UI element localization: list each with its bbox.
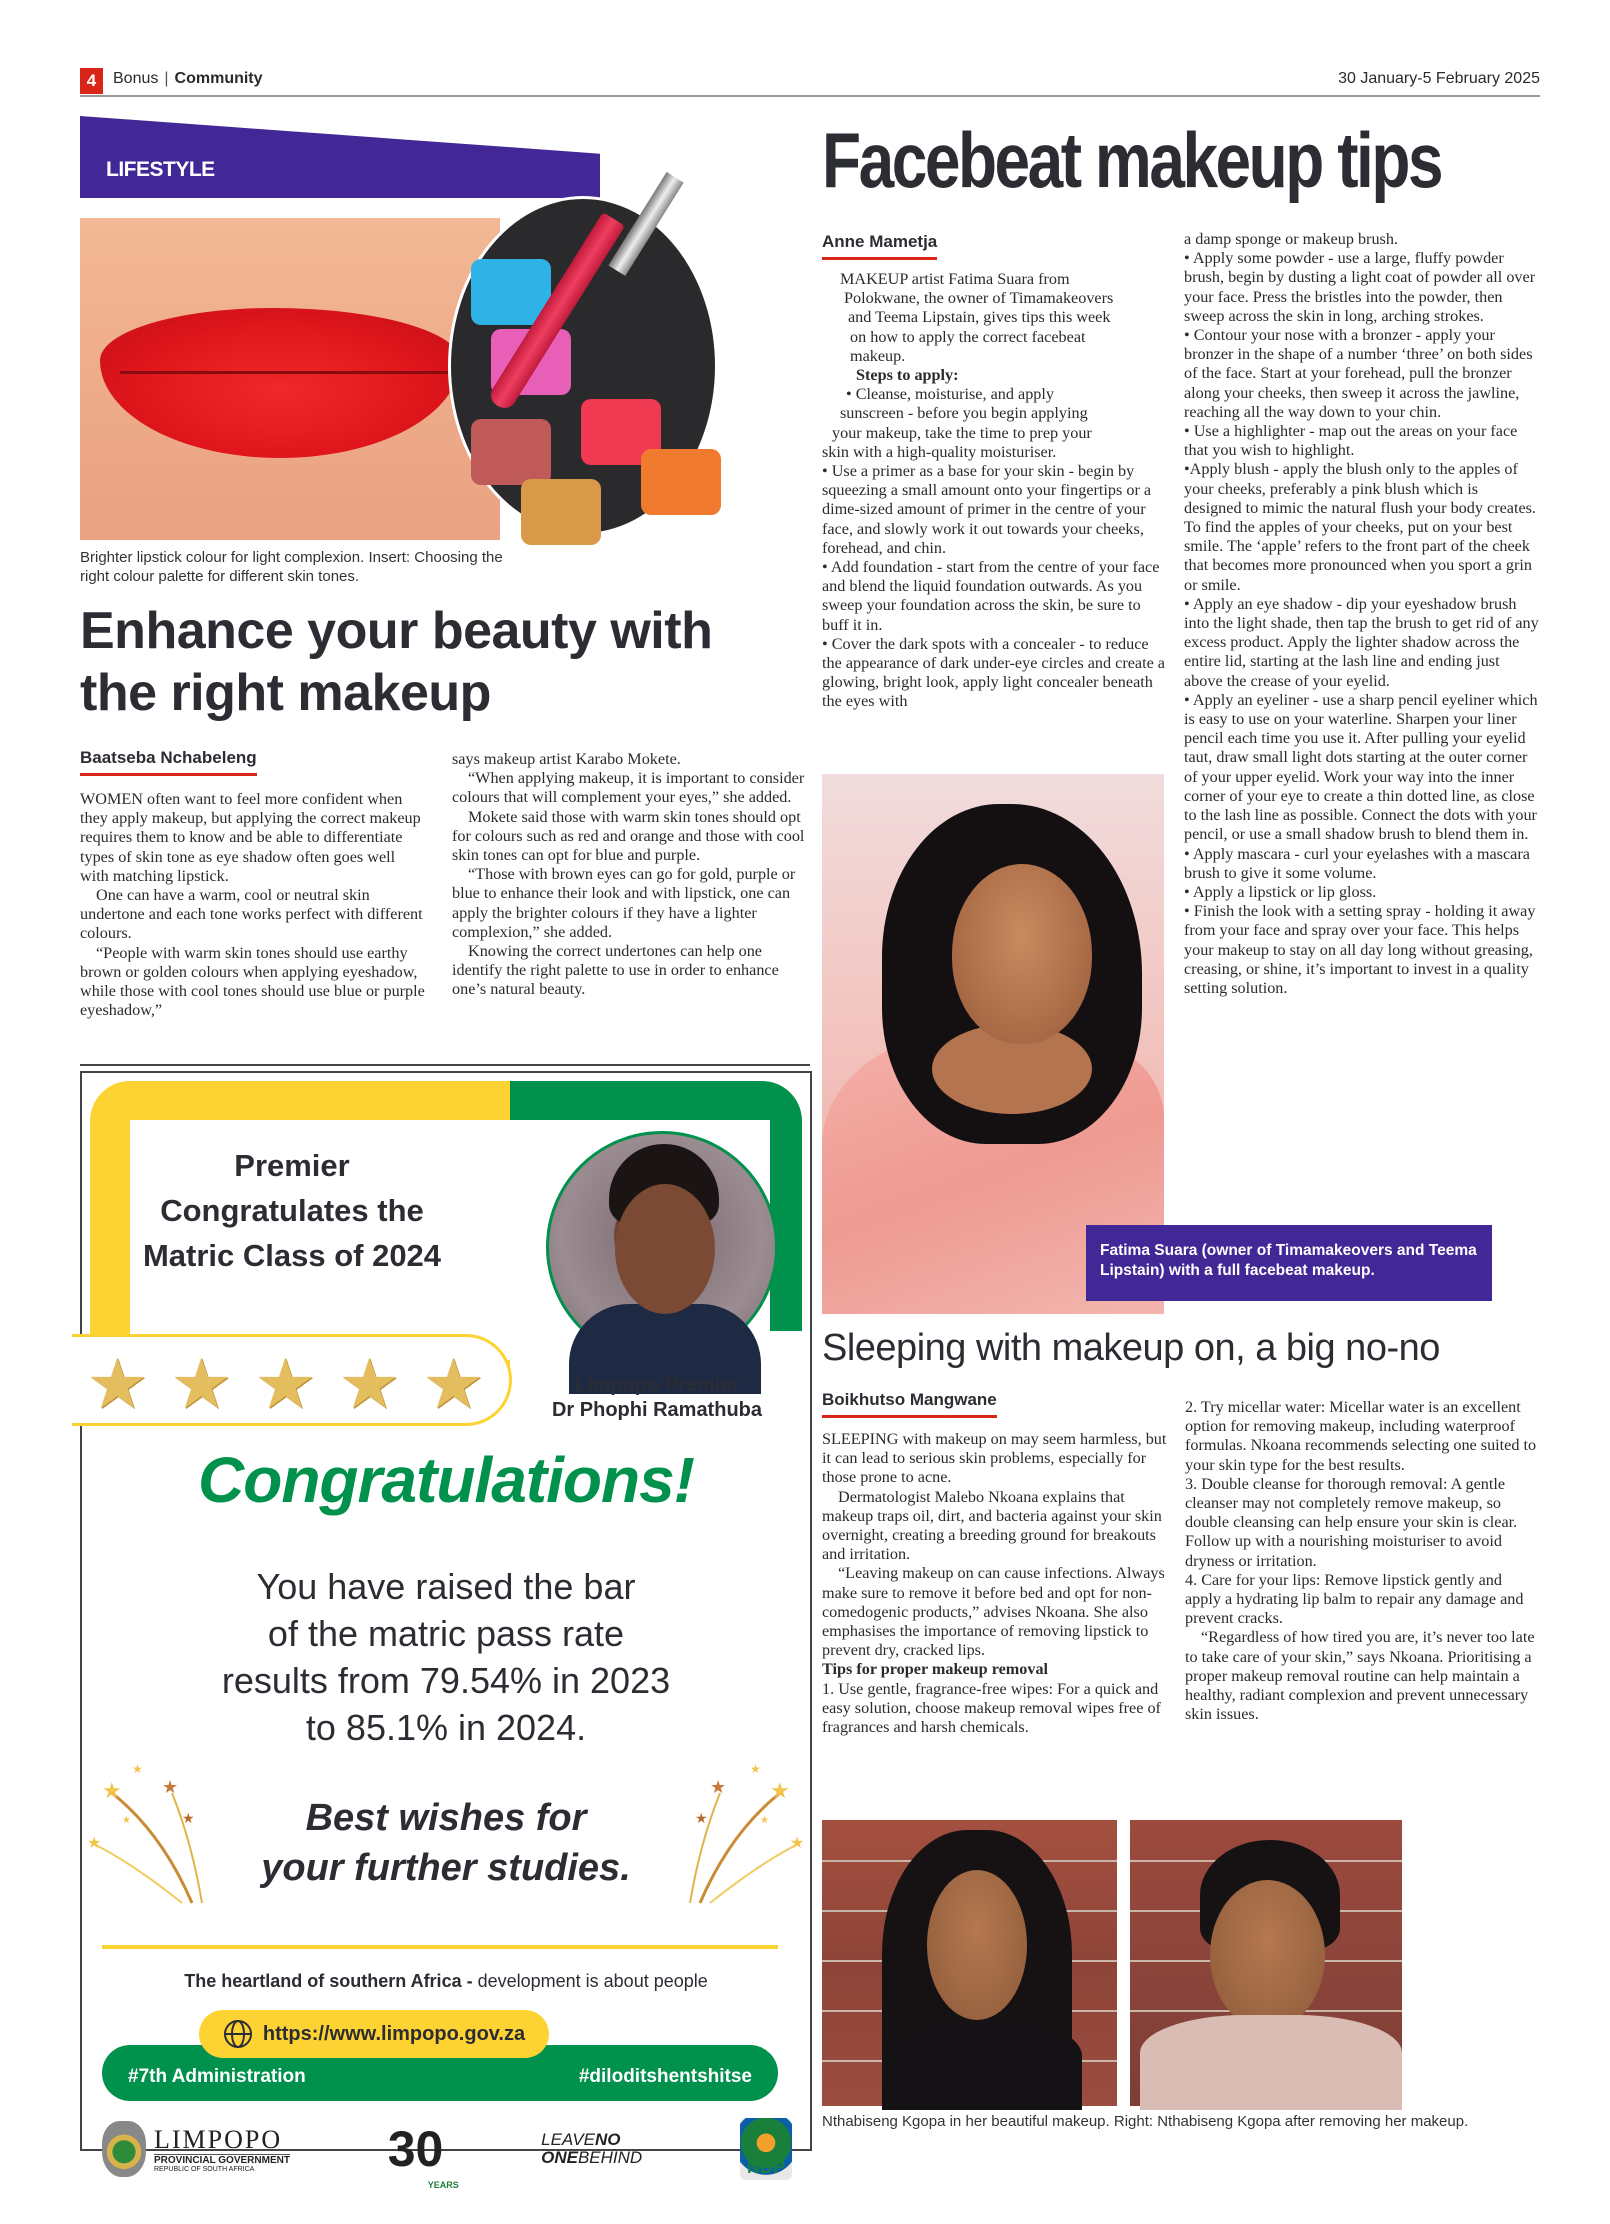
intro-line: and Teema Lipstain, gives tips this week [848,308,1111,327]
paragraph: Mokete said those with warm skin tones should opt for colours such as red and orange and those with cool skin tones can opt for blue and purple. [452,807,805,865]
portrait-face [615,1184,715,1314]
leave-no-one-behind-logo [541,2131,642,2167]
sleeping-headline: Sleeping with makeup on, a big no-no [822,1327,1440,1369]
step-line: your makeup, take the time to prep your [832,423,1092,442]
sleeping-body-col1 [822,1430,1172,1737]
website-link[interactable] [199,2010,549,2058]
red-lips-image [100,308,460,458]
subsection-label: Community [174,70,263,87]
sponsor-logos [102,2113,792,2190]
thirty-years-freedom-logo [387,2121,459,2190]
gold-star-icon: ★ [338,1347,401,1424]
step-paragraph: • Apply mascara - curl your eyelashes with a mascara brush to give it some volume. [1184,844,1530,882]
facebeat-body-col1 [822,270,1167,712]
congratulations-heading: Congratulations! [198,1444,694,1516]
logo-no: NO [595,2130,621,2149]
wishes-line: Best wishes for [305,1797,587,1839]
article-divider [80,1064,810,1066]
steps-heading: Steps to apply: [856,366,959,385]
premier-advert [80,1071,812,2190]
paragraph: Dermatologist Malebo Nkoana explains that makeup traps oil, dirt, and bacteria against your skin overnight, creating a breeding ground for breakouts and irritation. [822,1487,1162,1564]
message-line: results from 79.54% in 2023 [221,1660,671,1701]
logo-ndp-text: NDP [746,2157,785,2177]
facebeat-headline: Facebeat makeup tips [822,116,1442,204]
ad-title: Premier Congratulates the Matric Class of 2024 [142,1148,442,1273]
message-line: to 85.1% in 2024. [305,1707,587,1748]
logo-limpopo-text: LIMPOPO [154,2126,290,2155]
sleeping-byline: Boikhutso Mangwane [822,1390,997,1418]
logo-provincial-text: PROVINCIAL GOVERNMENT [154,2154,290,2166]
svg-text:★: ★ [132,1762,143,1776]
paragraph: “When applying makeup, it is important to consider colours that will complement your eyes,” she added. [452,769,805,807]
section-breadcrumb [113,70,263,88]
wishes-line: your further studies. [261,1847,631,1889]
step-line: sunscreen - before you begin applying [840,404,1088,423]
intro-line: on how to apply the correct facebeat [850,327,1086,346]
step-paragraph: • Use a primer as a base for your skin - begin by squeezing a small amount onto your fingertips or a dime-sized amount of primer in the centre of your face, and slowly work it out towards your cheeks, forehead, and chin. [822,462,1152,557]
step-paragraph: • Cover the dark spots with a concealer - to reduce the appearance of dark under-eye circles and create a glowing, bright look, apply light concealer beneath the eyes with [822,634,1165,711]
svg-text:★: ★ [122,1815,131,1826]
nthabiseng-makeup-photo [822,1820,1117,2106]
tagline-rest: development is about people [472,1971,708,1991]
paragraph: “Those with brown eyes can go for gold, purple or blue to enhance their look and with lipstick, one can apply the brighter colours if they have a lighter complexion,” she added. [452,865,796,941]
svg-text:★: ★ [102,1778,122,1803]
step-line: • Cleanse, moisturise, and apply [846,385,1054,404]
logo-years-text: YEARS [427,2180,459,2190]
tip-item: 3. Double cleanse for thorough removal: A gentle cleanser may not completely remove makeup, so double cleansing can help ensure your skin is clear. Follow up with a nourishing moisturiser to avoid dryness or irritation. [1185,1474,1518,1570]
sleeping-body-col2 [1185,1398,1540,1724]
photo-face [1210,1880,1325,2030]
svg-text:★: ★ [710,1777,727,1797]
breadcrumb-separator: | [164,70,169,87]
ndp-2030-logo [740,2118,792,2180]
intro-line: Polokwane, the owner of Timamakeovers [844,289,1114,308]
tip-item: 1. Use gentle, fragrance-free wipes: For a quick and easy solution, choose makeup removal wipes free of fragrances and harsh chemicals. [822,1679,1161,1737]
section-label: Bonus [113,70,159,87]
issue-date: 30 January-5 February 2025 [1338,70,1540,87]
lips-parting [120,371,450,374]
logo-one: ONE [541,2148,578,2167]
gold-star-icon: ★ [86,1347,149,1424]
step-paragraph: a damp sponge or makeup brush. [1184,230,1398,248]
message-line: You have raised the bar [256,1566,636,1607]
logo-behind: BEHIND [577,2148,643,2167]
step-paragraph: • Add foundation - start from the centre of your face and blend the liquid foundation outwards. As you sweep your foundation across the skin, be sure to buff it in. [822,558,1160,634]
lifestyle-banner [80,116,600,198]
facebeat-body-col2 [1184,230,1539,998]
step-paragraph: • Use a highlighter - map out the areas on your face that you wish to highlight. [1184,422,1518,460]
lifestyle-label: LIFESTYLE [106,158,215,181]
step-paragraph: • Apply a lipstick or lip gloss. [1184,882,1377,901]
fatima-photo-caption: Fatima Suara (owner of Timamakeovers and Teema Lipstain) with a full facebeat makeup. [1086,1225,1492,1301]
photo-face [927,1870,1027,2020]
svg-text:★: ★ [162,1777,179,1797]
intro-line: makeup. [850,346,906,365]
header-divider [80,95,1540,97]
step-paragraph: • Apply an eyeliner - use a sharp pencil eyeliner which is easy to use on your waterline. Sharpen your liner pencil each time you use it. After pulling your eyelid taut, draw small light dots starting at the outer corner of your upper eyelid. Work your way into the inner corner of your eye to create a thin dotted line, as close to the lash line as possible. Connect the dots with your pencil, or use a small shadow brush to blend them in. [1184,690,1538,844]
pass-rate-message [82,1563,810,1751]
paragraph: WOMEN often want to feel more confident when they apply makeup, but applying the correct makeup requires them to know and be able to differentiate types of skin tone as eye shadow often goes well with matching lipstick. [80,790,421,885]
tip-item: 2. Try micellar water: Micellar water is an excellent option for removing makeup, including waterproof formulas. Nkoana recommends selecting one suited to your skin type for the best results. [1185,1398,1537,1474]
svg-text:★: ★ [750,1762,761,1776]
premier-title: Limpopo Premier [574,1374,740,1396]
step-paragraph: •Apply blush - apply the blush only to the apples of your cheeks, preferably a pink blush which is designed to mimic the natural flush your body creates. To find the apples of your cheeks, put on your best smile. The ‘apple’ refers to the front part of the cheek that becomes more pronounced when you sport a grin or smile. [1184,460,1536,594]
beauty-byline: Baatseba Nchabeleng [80,748,257,776]
step-paragraph: • Finish the look with a setting spray - holding it away from your face and spray over your face. This helps your makeup to stay on all day long without greasing, creasing, or shine, it’s important to invest in a quality setting solution. [1184,902,1536,997]
best-wishes [82,1793,810,1893]
website-url[interactable]: https://www.limpopo.gov.za [262,2022,526,2045]
ad-tagline [82,1971,810,1992]
coat-of-arms-icon [102,2121,146,2177]
paragraph: One can have a warm, cool or neutral skin undertone and each tone works perfect with different colours. [80,886,423,943]
logo-republic-text: REPUBLIC OF SOUTH AFRICA [154,2165,255,2173]
palette-gold [521,479,601,545]
photo-sweater [1140,2015,1402,2110]
message-line: of the matric pass rate [267,1613,625,1654]
photo-face [952,864,1092,1044]
palette-insert-photo [448,196,718,536]
step-paragraph: • Apply some powder - use a large, fluffy powder brush, begin by dusting a light coat of powder all over your face. Press the bristles into the powder, then sweep across the skin in long, arching strokes. [1184,249,1536,325]
tips-heading: Tips for proper makeup removal [822,1660,1049,1679]
premier-portrait [546,1131,778,1363]
step-line: skin with a high-quality moisturiser. [822,442,1057,461]
tip-item: 4. Care for your lips: Remove lipstick gently and apply a hydrating lip balm to repair any damage and prevent cracks. [1185,1570,1524,1628]
paragraph: says makeup artist Karabo Mokete. [452,750,681,768]
step-paragraph: • Apply an eye shadow - dip your eyeshadow brush into the light shade, then tap the brush to get rid of any excess product. Apply the lighter shadow across the entire lid, starting at the lash line and ending just above the crease of your eyelid. [1184,594,1539,690]
logo-leave: LEAVE [541,2130,595,2149]
svg-text:★: ★ [760,1815,769,1826]
palette-orange [641,449,721,515]
hashtag-diloditshentshitse: #diloditshentshitse [578,2066,752,2087]
svg-text:★: ★ [182,1812,195,1827]
svg-text:★: ★ [695,1812,708,1827]
hashtag-administration: #7th Administration [128,2066,306,2087]
closing-paragraph: “Regardless of how tired you are, it’s never too late to take care of your skin,” says Nkoana. Prioritising a proper makeup removal routine can help maintain a healthy, radiant complexion and prevent unnecessary skin issues. [1185,1628,1535,1724]
lips-photo-caption: Brighter lipstick colour for light complexion. Insert: Choosing the right colour palette for different skin tones. [80,549,503,585]
intro-line: MAKEUP artist Fatima Suara from [840,270,1070,288]
svg-text:★: ★ [770,1778,790,1803]
lips-photo [80,218,500,540]
step-paragraph: • Contour your nose with a bronzer - apply your bronzer in the shape of a number ‘three’ on both sides of the face. Start at your forehead, pull the bronzer along your cheeks, then sweep it across the jawline, reaching all the way down to your chin. [1184,326,1533,421]
page-number: 4 [80,68,103,94]
paragraph: Knowing the correct undertones can help one identify the right palette to use in order to enhance one’s natural beauty. [452,942,779,999]
tagline-bold: The heartland of southern Africa - [184,1971,473,1991]
beauty-body-col2 [452,750,807,1000]
photo-jacket [882,2020,1082,2110]
nthabiseng-no-makeup-photo [1130,1820,1402,2106]
gold-star-icon: ★ [422,1347,485,1424]
nthabiseng-photo-caption: Nthabiseng Kgopa in her beautiful makeup. Right: Nthabiseng Kgopa after removing her makeup. [822,2113,1469,2130]
paragraph: “People with warm skin tones should use earthy brown or golden colours when applying eyeshadow, while those with cool tones should use blue or purple eyeshadow,” [80,943,425,1020]
premier-name: Dr Phophi Ramathuba [551,1399,762,1421]
svg-text:★: ★ [790,1835,805,1852]
gold-star-icon: ★ [254,1347,317,1424]
paragraph: SLEEPING with makeup on may seem harmless, but it can lead to serious skin problems, especially for those prone to acne. [822,1430,1167,1487]
paragraph: “Leaving makeup on can cause infections. Always make sure to remove it before bed and opt for non-comedogenic products,” advises Nkoana. She also emphasises the importance of removing lipstick to prevent dry, cracked lips. [822,1564,1165,1660]
logo-30-text: 30 [387,2121,444,2177]
beauty-body-col1 [80,790,425,1020]
beauty-headline: Enhance your beauty with the right makeup [80,602,713,722]
globe-icon [223,2019,253,2049]
ad-gold-divider [102,1945,778,1949]
facebeat-byline: Anne Mametja [822,232,937,260]
palette-rose [471,419,551,485]
premier-caption [522,1373,792,1423]
svg-text:★: ★ [87,1835,102,1852]
limpopo-government-logo [102,2121,290,2177]
gold-star-icon: ★ [170,1347,233,1424]
